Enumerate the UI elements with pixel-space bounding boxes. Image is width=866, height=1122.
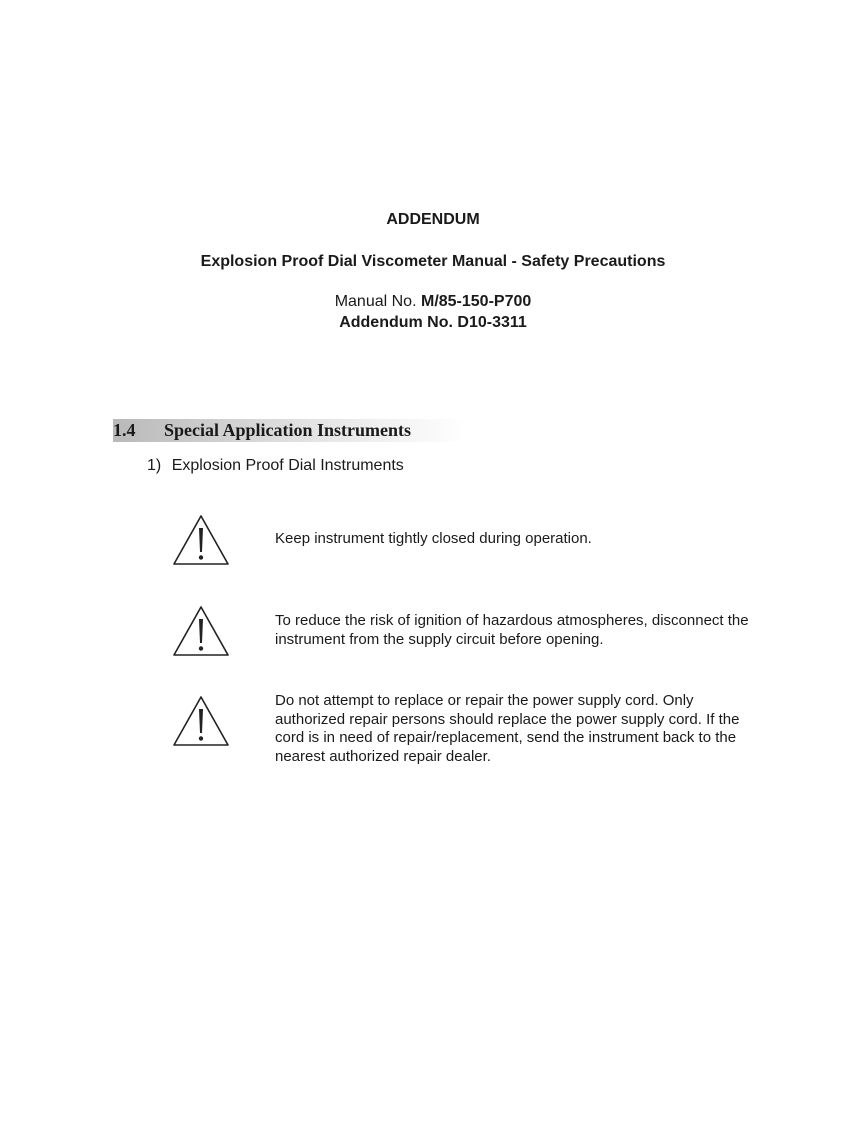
section-title: Special Application Instruments	[164, 420, 412, 440]
section-heading	[113, 419, 465, 442]
manual-label: Manual No.	[334, 293, 417, 310]
warning-text: To reduce the risk of ignition of hazardous atmospheres, disconnect the instrument from the supply circuit before opening.	[275, 612, 749, 648]
warning-text: Keep instrument tightly closed during operation.	[275, 530, 592, 547]
manual-number-line	[0, 293, 866, 311]
warning-triangle-icon	[172, 695, 230, 747]
warning-triangle-icon	[172, 605, 230, 657]
addendum-number: Addendum No. D10-3311	[339, 314, 527, 331]
warning-triangle-icon	[172, 514, 230, 566]
warning-text: Do not attempt to replace or repair the power supply cord. Only authorized repair persons should replace the power supply cord. If the cord is in need of repair/replacement, send the instrument back to the nearest authorized repair dealer.	[275, 692, 740, 765]
section-number: 1.4	[113, 420, 136, 440]
addendum-title: ADDENDUM	[386, 211, 480, 228]
list-item-heading	[147, 457, 404, 475]
document-subtitle: Explosion Proof Dial Viscometer Manual - Safety Precautions	[200, 253, 666, 270]
list-item-title: Explosion Proof Dial Instruments	[171, 457, 404, 474]
manual-number: M/85-150-P700	[420, 293, 532, 310]
list-item-number: 1)	[147, 457, 162, 474]
